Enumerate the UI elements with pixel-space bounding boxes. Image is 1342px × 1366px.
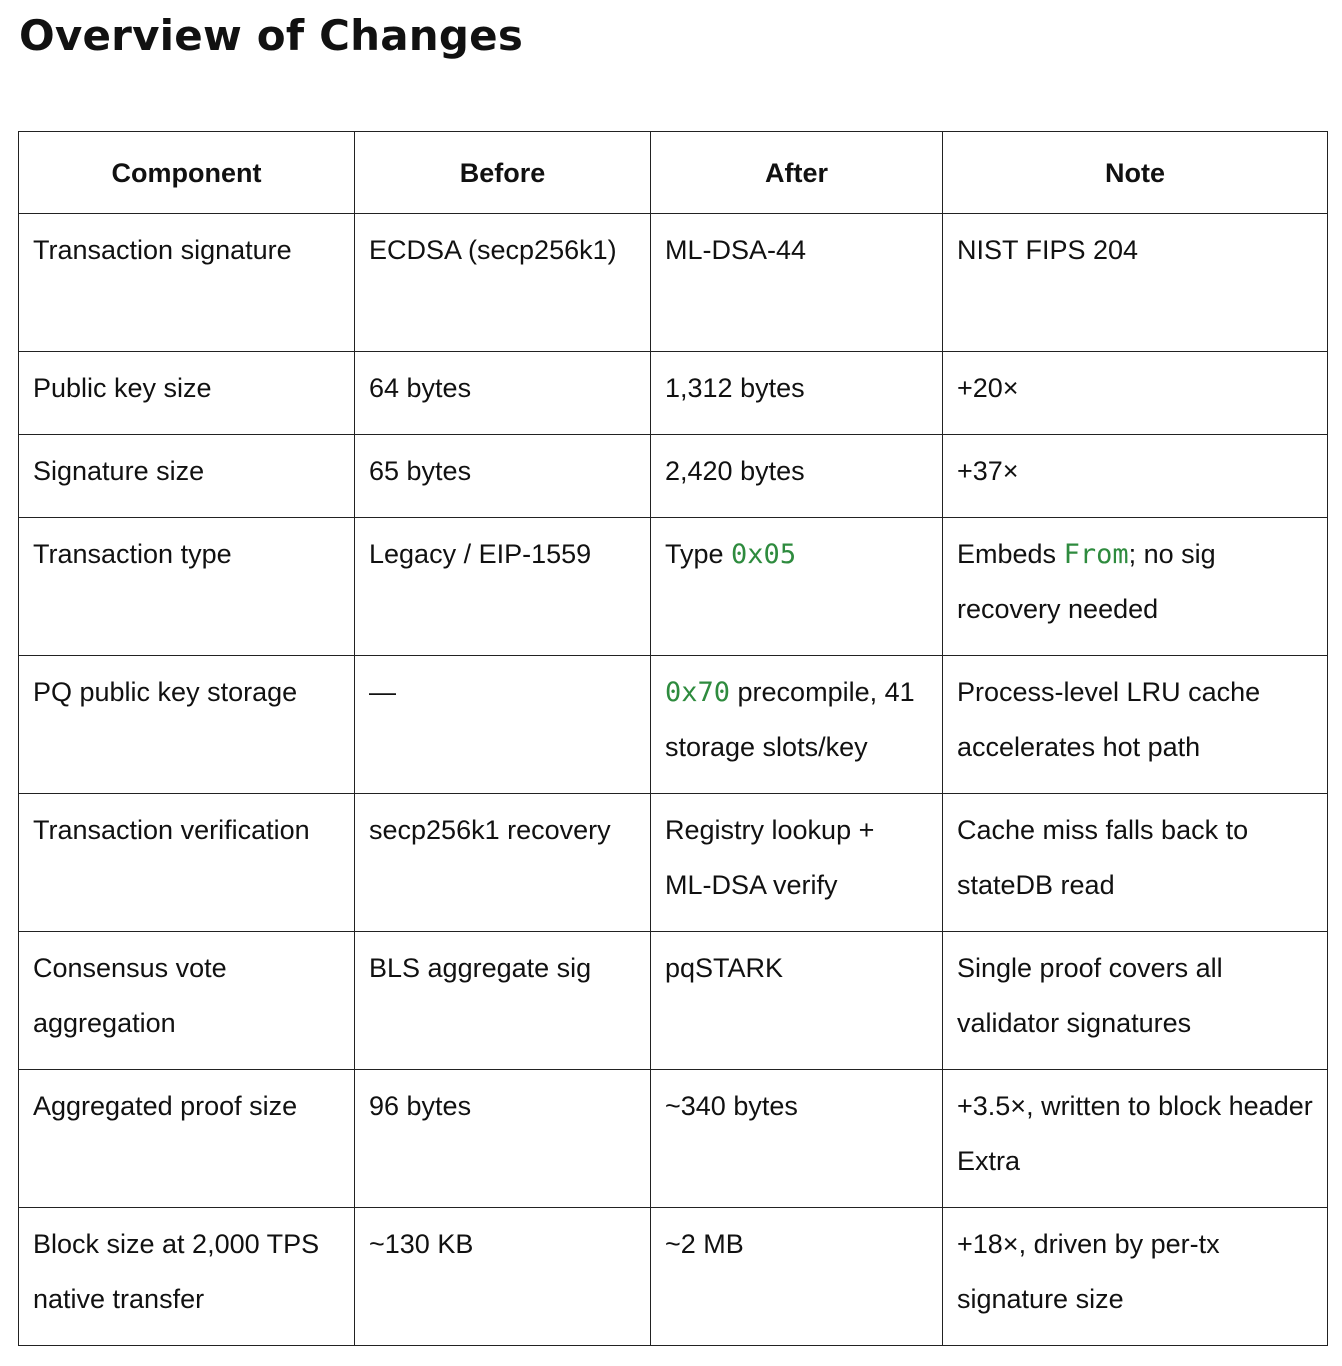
column-header-note: Note	[943, 132, 1328, 214]
cell-text: precompile, 41 storage slots/key	[665, 677, 915, 762]
cell-text: Transaction verification	[33, 815, 310, 845]
cell-component	[19, 435, 355, 518]
inline-code: 0x05	[731, 539, 797, 570]
cell-component	[19, 518, 355, 656]
table-row	[19, 352, 1328, 435]
cell-text: pqSTARK	[665, 953, 784, 983]
cell-text: secp256k1 recovery	[369, 815, 611, 845]
cell-text: +37×	[957, 456, 1019, 486]
cell-text: ECDSA (secp256k1)	[369, 235, 617, 265]
cell-text: ~2 MB	[665, 1229, 744, 1259]
cell-text: 64 bytes	[369, 373, 472, 403]
cell-text: Embeds	[957, 539, 1064, 569]
cell-text: Transaction type	[33, 539, 232, 569]
cell-component	[19, 656, 355, 794]
cell-component	[19, 794, 355, 932]
cell-note	[943, 214, 1328, 352]
table-row	[19, 1208, 1328, 1346]
cell-text: Legacy / EIP-1559	[369, 539, 592, 569]
cell-component	[19, 214, 355, 352]
cell-after	[651, 435, 943, 518]
cell-text: Signature size	[33, 456, 205, 486]
table-row	[19, 214, 1328, 352]
cell-before	[355, 352, 651, 435]
cell-before	[355, 518, 651, 656]
cell-after	[651, 214, 943, 352]
column-header-after: After	[651, 132, 943, 214]
cell-text: Process-level LRU cache accelerates hot path	[957, 677, 1261, 762]
cell-after	[651, 656, 943, 794]
cell-text: 2,420 bytes	[665, 456, 805, 486]
cell-text: Block size at 2,000 TPS native transfer	[33, 1229, 320, 1314]
table-row	[19, 656, 1328, 794]
cell-text: +20×	[957, 373, 1019, 403]
changes-table	[18, 131, 1328, 1346]
cell-before	[355, 656, 651, 794]
cell-text: +18×, driven by per-tx signature size	[957, 1229, 1220, 1314]
cell-note	[943, 932, 1328, 1070]
cell-text: 96 bytes	[369, 1091, 472, 1121]
table-row	[19, 518, 1328, 656]
cell-note	[943, 656, 1328, 794]
page-title: Overview of Changes	[19, 11, 524, 60]
cell-text: Single proof covers all validator signatures	[957, 953, 1223, 1038]
cell-before	[355, 214, 651, 352]
cell-text: ; no sig recovery needed	[957, 539, 1216, 624]
cell-note	[943, 794, 1328, 932]
cell-note	[943, 1208, 1328, 1346]
cell-text: Cache miss falls back to stateDB read	[957, 815, 1249, 900]
table-row	[19, 932, 1328, 1070]
cell-before	[355, 932, 651, 1070]
cell-component	[19, 1208, 355, 1346]
cell-after	[651, 518, 943, 656]
cell-note	[943, 352, 1328, 435]
cell-text: Public key size	[33, 373, 212, 403]
cell-text: Aggregated proof size	[33, 1091, 298, 1121]
cell-text: BLS aggregate sig	[369, 953, 592, 983]
cell-text: 1,312 bytes	[665, 373, 805, 403]
inline-code: From	[1063, 539, 1129, 570]
cell-text: NIST FIPS 204	[957, 235, 1139, 265]
cell-text: —	[369, 677, 396, 707]
cell-note	[943, 1070, 1328, 1208]
cell-after	[651, 352, 943, 435]
cell-text: Consensus vote aggregation	[33, 953, 227, 1038]
cell-text: ~130 KB	[369, 1229, 474, 1259]
cell-text: Registry lookup + ML-DSA verify	[665, 815, 875, 900]
cell-text: +3.5×, written to block header Extra	[957, 1091, 1313, 1176]
table-row	[19, 435, 1328, 518]
table-row	[19, 794, 1328, 932]
cell-before	[355, 435, 651, 518]
cell-text: Type	[665, 539, 732, 569]
cell-note	[943, 518, 1328, 656]
cell-after	[651, 1070, 943, 1208]
table-row	[19, 1070, 1328, 1208]
inline-code: 0x70	[665, 677, 731, 708]
cell-before	[355, 794, 651, 932]
cell-note	[943, 435, 1328, 518]
cell-text: Transaction signature	[33, 235, 292, 265]
cell-text: ~340 bytes	[665, 1091, 798, 1121]
cell-component	[19, 352, 355, 435]
table-header-row	[19, 132, 1328, 214]
cell-text: PQ public key storage	[33, 677, 298, 707]
cell-after	[651, 1208, 943, 1346]
cell-component	[19, 1070, 355, 1208]
cell-after	[651, 932, 943, 1070]
cell-text: ML-DSA-44	[665, 235, 807, 265]
cell-component	[19, 932, 355, 1070]
cell-before	[355, 1070, 651, 1208]
column-header-component: Component	[19, 132, 355, 214]
column-header-before: Before	[355, 132, 651, 214]
cell-after	[651, 794, 943, 932]
cell-text: 65 bytes	[369, 456, 472, 486]
cell-before	[355, 1208, 651, 1346]
